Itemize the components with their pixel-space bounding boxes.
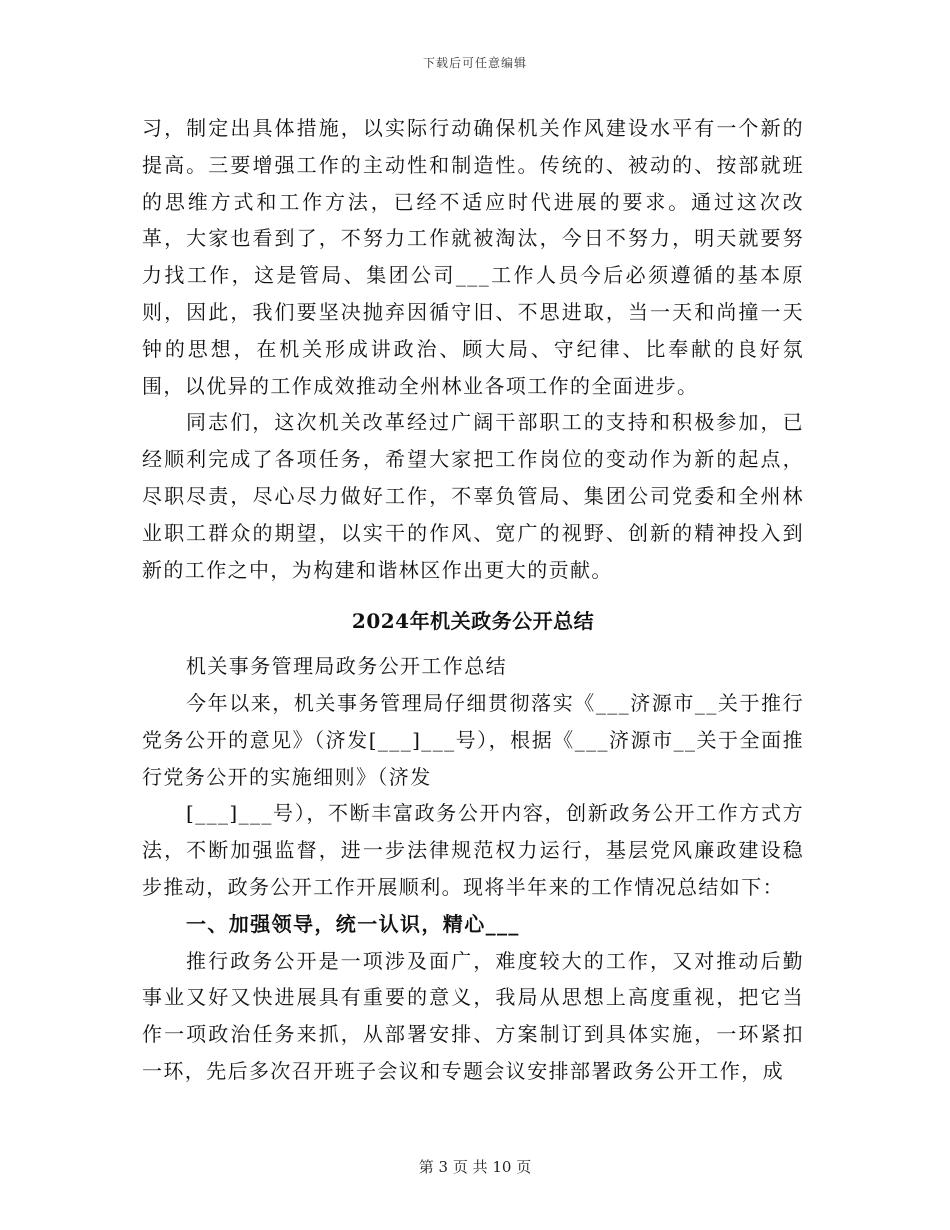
- paragraph-closing: 同志们，这次机关改革经过广阔干部职工的支持和积极参加，已经顺利完成了各项任务，希望大家把工作岗位的变动作为新的起点，尽职尽责，尽心尽力做好工作，不辜负管局、集团公司党委和全州林业职工群众的期望，以实干的作风、宽广的视野、创新的精神投入到新的工作之中，为构建和谐林区作出更大的贡献。: [142, 410, 804, 582]
- page-header: 下载后可任意编辑: [422, 56, 527, 70]
- paragraph-intro-continued: [___]___号），不断丰富政务公开内容，创新政务公开工作方式方法，不断加强监督，进一步法律规范权力运行，基层党风廉政建设稳步推动，政务公开工作开展顺利。现将半年来的工作情况总结如下：: [142, 801, 804, 899]
- paragraph-section-1: 推行政务公开是一项涉及面广，难度较大的工作，又对推动后勤事业又好又快进展具有重要的意义，我局从思想上高度重视，把它当作一项政治任务来抓，从部署安排、方案制订到具体实施，一环紧扣一环，先后多次召开班子会议和专题会议安排部署政务公开工作，成: [142, 948, 804, 1083]
- page-number: 第 3 页 共 10 页: [418, 1158, 532, 1176]
- section-heading-1: 一、加强领导，统一认识，精心___: [186, 911, 520, 936]
- document-title: 2024年机关政务公开总结: [351, 609, 595, 634]
- document-body: [142, 110, 804, 1090]
- paragraph-intro: 今年以来，机关事务管理局仔细贯彻落实《___济源市__关于推行党务公开的意见》（济发[___]___号），根据《___济源市__关于全面推行党务公开的实施细则》（济发: [142, 690, 804, 789]
- paragraph-continuation: 习，制定出具体措施，以实际行动确保机关作风建设水平有一个新的提高。三要增强工作的主动性和制造性。传统的、被动的、按部就班的思维方式和工作方法，已经不适应时代进展的要求。通过这次改革，大家也看到了，不努力工作就被淘汰，今日不努力，明天就要努力找工作，这是管局、集团公司___工作人员今后必须遵循的基本原则，因此，我们要坚决抛弃因循守旧、不思进取，当一天和尚撞一天钟的思想，在机关形成讲政治、顾大局、守纪律、比奉献的良好氛围，以优异的工作成效推动全州林业各项工作的全面进步。: [142, 116, 804, 398]
- document-subtitle: 机关事务管理局政务公开工作总结: [186, 654, 507, 679]
